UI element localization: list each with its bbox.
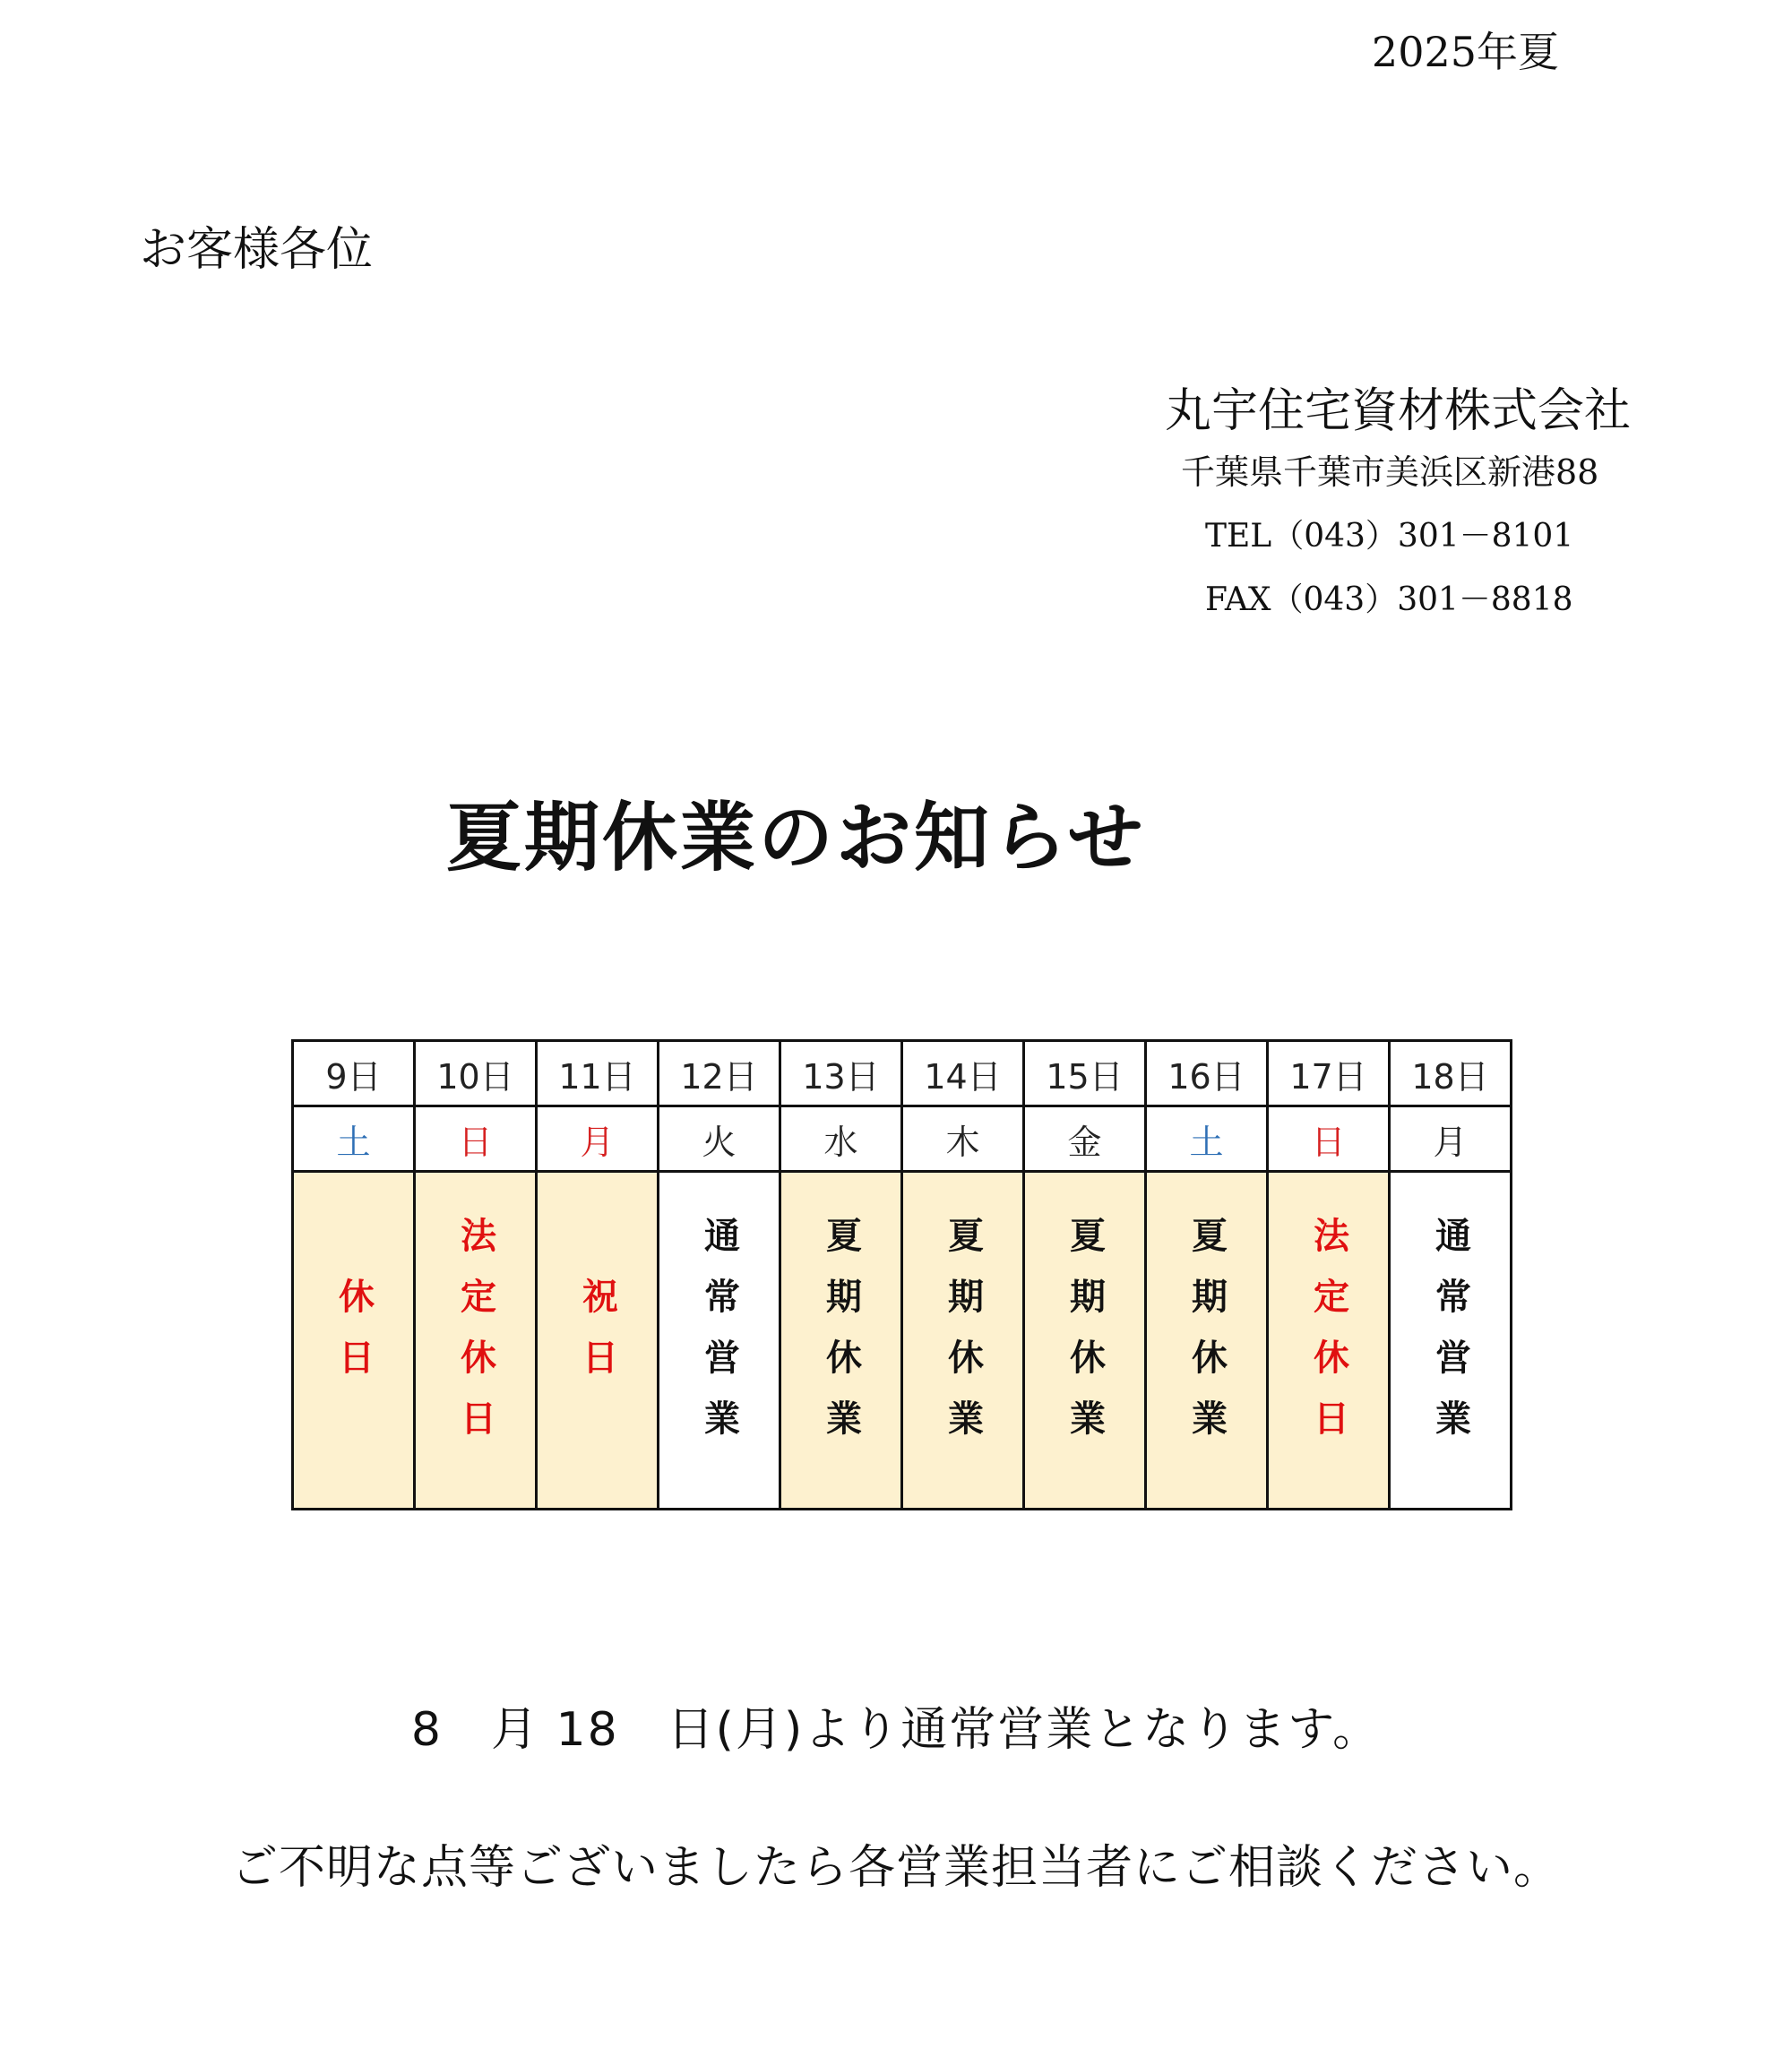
status-label: 夏期休業 (1185, 1217, 1228, 1460)
day-cell: 18日 (1390, 1041, 1512, 1106)
weekday-cell: 日 (415, 1106, 537, 1172)
status-label: 通常営業 (698, 1217, 740, 1460)
day-cell: 14日 (902, 1041, 1024, 1106)
status-row (293, 1172, 1512, 1510)
weekday-cell: 土 (1146, 1106, 1268, 1172)
resume-notice: 8 月 18 日(月)より通常営業となります。 (410, 1703, 1382, 1757)
status-cell (537, 1172, 659, 1510)
status-label: 夏期休業 (1064, 1217, 1106, 1460)
company-address: 千葉県千葉市美浜区新港88 (1181, 452, 1599, 492)
weekday-cell: 土 (293, 1106, 415, 1172)
day-cell: 13日 (780, 1041, 902, 1106)
status-label: 法定休日 (1307, 1217, 1349, 1460)
status-cell (1024, 1172, 1146, 1510)
day-cell: 17日 (1268, 1041, 1390, 1106)
status-label: 休日 (332, 1278, 375, 1399)
notice-title: 夏期休業のお知らせ (446, 794, 1146, 882)
day-cell: 16日 (1146, 1041, 1268, 1106)
weekday-row (293, 1106, 1512, 1172)
status-label: 夏期休業 (820, 1217, 862, 1460)
document-date: 2025年夏 (1371, 28, 1559, 76)
day-cell: 10日 (415, 1041, 537, 1106)
weekday-cell: 日 (1268, 1106, 1390, 1172)
day-row (293, 1041, 1512, 1106)
day-cell: 11日 (537, 1041, 659, 1106)
contact-notice: ご不明な点等ございましたら各営業担当者にご相談ください。 (230, 1841, 1561, 1895)
company-tel: TEL（043）301－8101 (1205, 518, 1574, 555)
recipient-salutation: お客様各位 (140, 223, 374, 277)
status-cell (415, 1172, 537, 1510)
status-cell (902, 1172, 1024, 1510)
weekday-cell: 月 (537, 1106, 659, 1172)
status-label: 通常営業 (1429, 1217, 1471, 1460)
status-cell (1390, 1172, 1512, 1510)
weekday-cell: 金 (1024, 1106, 1146, 1172)
status-cell (780, 1172, 902, 1510)
weekday-cell: 火 (659, 1106, 780, 1172)
status-label: 法定休日 (454, 1217, 496, 1460)
day-cell: 15日 (1024, 1041, 1146, 1106)
status-cell (1146, 1172, 1268, 1510)
company-fax: FAX（043）301－8818 (1205, 581, 1573, 618)
day-cell: 12日 (659, 1041, 780, 1106)
weekday-cell: 木 (902, 1106, 1024, 1172)
holiday-schedule-table (291, 1039, 1512, 1510)
weekday-cell: 水 (780, 1106, 902, 1172)
status-cell (1268, 1172, 1390, 1510)
status-label: 祝日 (576, 1278, 618, 1399)
status-cell (659, 1172, 780, 1510)
weekday-cell: 月 (1390, 1106, 1512, 1172)
status-cell (293, 1172, 415, 1510)
day-cell: 9日 (293, 1041, 415, 1106)
status-label: 夏期休業 (942, 1217, 984, 1460)
company-name: 丸宇住宅資材株式会社 (1165, 384, 1632, 438)
